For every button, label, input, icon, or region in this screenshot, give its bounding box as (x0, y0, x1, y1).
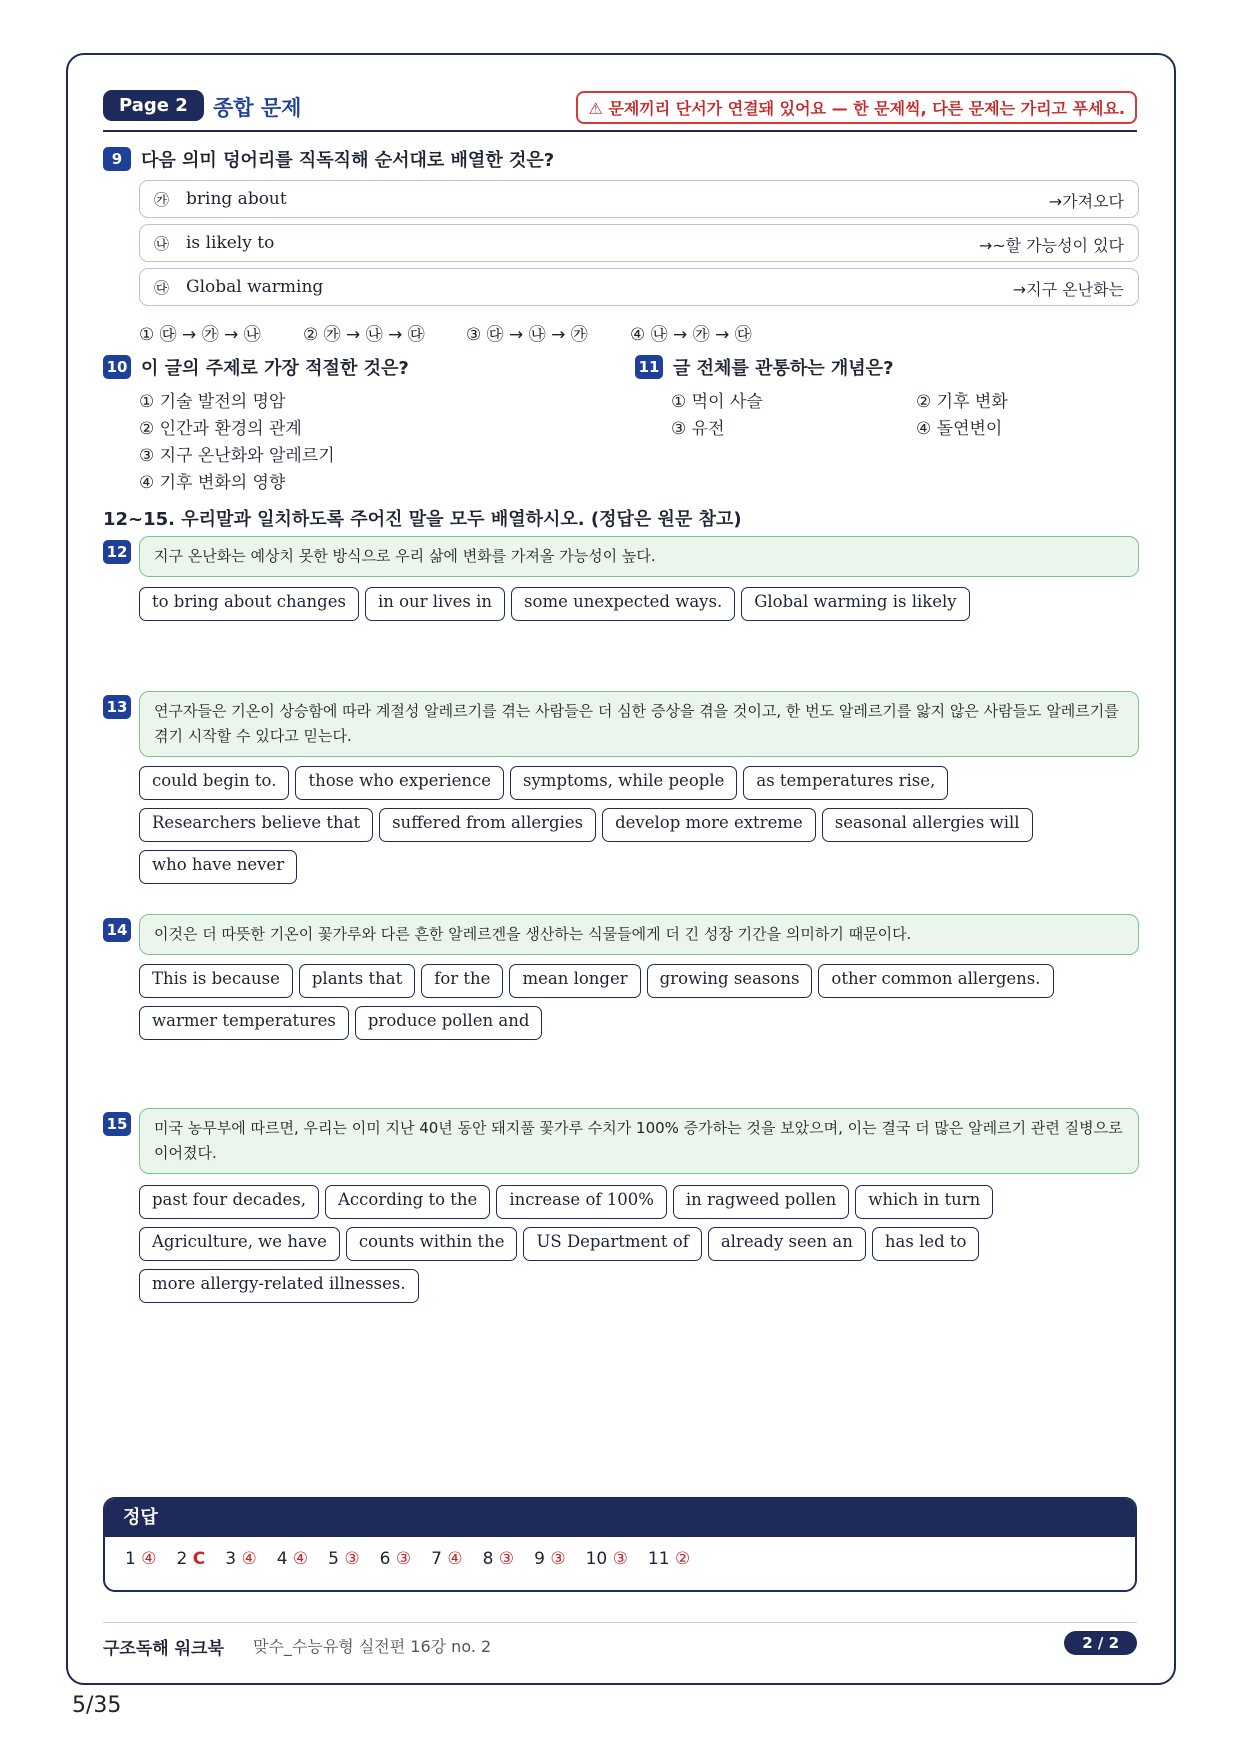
answer-item (125, 1549, 156, 1569)
word-tile[interactable]: symptoms, while people (510, 766, 737, 800)
answer-value: ③ (498, 1549, 515, 1569)
word-tile[interactable]: past four decades, (139, 1185, 319, 1219)
q11-option[interactable]: ④ 돌연변이 (916, 419, 1003, 439)
answer-value: ④ (292, 1549, 309, 1569)
answer-value: ④ (141, 1549, 157, 1569)
word-tile[interactable]: mean longer (509, 964, 640, 998)
q9-chunk (139, 180, 1139, 218)
answer-item (225, 1549, 256, 1569)
answer-number: 6 (379, 1549, 391, 1569)
word-tile[interactable]: Global warming is likely (741, 587, 969, 621)
chunk-marker: ㉯ (154, 235, 170, 253)
page-badge: Page 2 (103, 90, 204, 121)
q10-option[interactable]: ③ 지구 온난화와 알레르기 (139, 446, 335, 466)
footer-brand: 구조독해 워크북 (103, 1639, 224, 1659)
word-tile[interactable]: has led to (872, 1227, 980, 1261)
chunk-marker: ㉮ (154, 191, 170, 209)
word-tile[interactable]: those who experience (295, 766, 504, 800)
answer-item (380, 1549, 411, 1569)
q9-option[interactable]: ③ ㉰ → ㉯ → ㉮ (466, 325, 588, 345)
word-tile[interactable]: to bring about changes (139, 587, 359, 621)
answer-item (431, 1549, 462, 1569)
q12-tiles (139, 587, 1149, 621)
answer-number: 5 (328, 1549, 339, 1569)
word-tile[interactable]: seasonal allergies will (822, 808, 1033, 842)
q10-number: 10 (103, 355, 131, 379)
word-tile[interactable]: growing seasons (647, 964, 813, 998)
answer-item (328, 1549, 359, 1569)
q14-number: 14 (103, 918, 131, 942)
q9-number: 9 (103, 147, 131, 171)
answer-number: 4 (276, 1549, 288, 1569)
word-tile[interactable]: increase of 100% (496, 1185, 667, 1219)
answer-item (534, 1549, 565, 1569)
q11-heading (635, 354, 894, 380)
word-tile[interactable]: Agriculture, we have (139, 1227, 340, 1261)
section-title: 12~15. 우리말과 일치하도록 주어진 말을 모두 배열하시오. (정답은 원문 참고) (103, 509, 742, 530)
word-tile[interactable]: which in turn (855, 1185, 993, 1219)
q10-title: 이 글의 주제로 가장 적절한 것은? (141, 358, 409, 379)
word-tile[interactable]: could begin to. (139, 766, 289, 800)
word-tile[interactable]: suffered from allergies (379, 808, 596, 842)
word-tile[interactable]: plants that (299, 964, 415, 998)
q10-option[interactable]: ④ 기후 변화의 영향 (139, 473, 286, 493)
word-tile[interactable]: for the (421, 964, 503, 998)
page-footer (103, 1622, 1137, 1663)
word-tile[interactable]: in ragweed pollen (673, 1185, 849, 1219)
answer-title: 정답 (105, 1499, 1135, 1537)
q13-number: 13 (103, 695, 131, 719)
answer-value: ④ (447, 1549, 463, 1569)
q10-option[interactable]: ① 기술 발전의 명암 (139, 392, 286, 412)
viewer-page-counter: 5/35 (72, 1693, 122, 1718)
answer-value: ③ (395, 1549, 412, 1569)
q9-option[interactable]: ④ ㉯ → ㉮ → ㉰ (630, 325, 752, 345)
page-header (103, 90, 1137, 132)
q15-number: 15 (103, 1112, 131, 1136)
answer-item (277, 1549, 308, 1569)
q13-sentence: 연구자들은 기온이 상승함에 따라 계절성 알레르기를 겪는 사람들은 더 심한 증상을 겪을 것이고, 한 번도 알레르기를 앓지 않은 사람들도 알레르기를 겪기 시작할 수 있다고 믿는다. (139, 691, 1139, 757)
word-tile[interactable]: counts within the (346, 1227, 518, 1261)
answer-list (105, 1537, 1135, 1569)
word-tile[interactable]: already seen an (708, 1227, 866, 1261)
answer-number: 2 (176, 1549, 188, 1569)
answer-value: ③ (612, 1549, 628, 1569)
page-title: 종합 문제 (213, 96, 302, 120)
chunk-korean: →가져오다 (1048, 192, 1124, 211)
word-tile[interactable]: some unexpected ways. (511, 587, 735, 621)
word-tile[interactable]: produce pollen and (355, 1006, 543, 1040)
answer-item (648, 1549, 690, 1569)
q9-title: 다음 의미 덩어리를 직독직해 순서대로 배열한 것은? (141, 150, 555, 171)
q11-title: 글 전체를 관통하는 개념은? (673, 358, 894, 379)
q12-sentence: 지구 온난화는 예상치 못한 방식으로 우리 삶에 변화를 가져올 가능성이 높다. (139, 536, 1139, 577)
q14-tiles (139, 964, 1149, 1040)
chunk-korean: →지구 온난화는 (1012, 280, 1124, 299)
answer-box (103, 1497, 1137, 1592)
q9-heading (103, 146, 554, 172)
chunk-korean: →~할 가능성이 있다 (978, 236, 1124, 255)
word-tile[interactable]: more allergy-related illnesses. (139, 1269, 419, 1303)
chunk-english: Global warming (186, 277, 324, 297)
q14-sentence: 이것은 더 따뜻한 기온이 꽃가루와 다른 흔한 알레르겐을 생산하는 식물들에게 더 긴 성장 기간을 의미하기 때문이다. (139, 914, 1139, 955)
answer-number: 3 (225, 1549, 237, 1569)
answer-number: 7 (431, 1549, 442, 1569)
answer-value: ② (674, 1549, 691, 1569)
answer-number: 1 (125, 1549, 136, 1569)
q12-number: 12 (103, 540, 131, 564)
word-tile[interactable]: US Department of (523, 1227, 701, 1261)
word-tile[interactable]: other common allergens. (818, 964, 1053, 998)
word-tile[interactable]: According to the (325, 1185, 490, 1219)
q10-heading (103, 354, 409, 380)
q10-option[interactable]: ② 인간과 환경의 관계 (139, 419, 302, 439)
q15-sentence: 미국 농무부에 따르면, 우리는 이미 지난 40년 동안 돼지풀 꽃가루 수치가 100% 증가하는 것을 보았으며, 이는 결국 더 많은 알레르기 관련 질병으로 이어졌다. (139, 1108, 1139, 1174)
answer-number: 9 (534, 1549, 545, 1569)
answer-value: ③ (550, 1549, 566, 1569)
q9-option[interactable]: ① ㉰ → ㉮ → ㉯ (139, 325, 261, 345)
footer-subtitle: 맞수_수능유형 실전편 16강 no. 2 (253, 1637, 492, 1656)
q9-chunk (139, 268, 1139, 306)
answer-number: 8 (482, 1549, 494, 1569)
word-tile[interactable]: warmer temperatures (139, 1006, 349, 1040)
answer-number: 10 (585, 1549, 608, 1569)
q11-option[interactable]: ② 기후 변화 (916, 392, 1008, 412)
chunk-english: is likely to (186, 233, 275, 253)
footer-page-badge: 2 / 2 (1064, 1631, 1137, 1655)
q9-option[interactable]: ② ㉮ → ㉯ → ㉰ (303, 325, 425, 345)
answer-value: C (192, 1549, 206, 1569)
answer-item (176, 1549, 205, 1569)
word-tile[interactable]: in our lives in (365, 587, 505, 621)
q9-chunk (139, 224, 1139, 262)
word-tile[interactable]: as temperatures rise, (743, 766, 948, 800)
word-tile[interactable]: who have never (139, 850, 297, 884)
word-tile[interactable]: develop more extreme (602, 808, 816, 842)
chunk-english: bring about (186, 189, 287, 209)
q11-option[interactable]: ③ 유전 (671, 419, 725, 439)
q11-option[interactable]: ① 먹이 사슬 (671, 392, 763, 412)
word-tile[interactable]: Researchers believe that (139, 808, 373, 842)
word-tile[interactable]: This is because (139, 964, 293, 998)
q11-number: 11 (635, 355, 663, 379)
q13-tiles (139, 766, 1149, 884)
q15-tiles (139, 1185, 1149, 1303)
answer-value: ③ (344, 1549, 360, 1569)
answer-number: 11 (647, 1549, 670, 1569)
warning-badge: ⚠ 문제끼리 단서가 연결돼 있어요 — 한 문제씩, 다른 문제는 가리고 푸세요. (576, 91, 1137, 124)
answer-value: ④ (241, 1549, 257, 1569)
chunk-marker: ㉰ (154, 279, 170, 297)
answer-item (483, 1549, 514, 1569)
answer-item (586, 1549, 628, 1569)
